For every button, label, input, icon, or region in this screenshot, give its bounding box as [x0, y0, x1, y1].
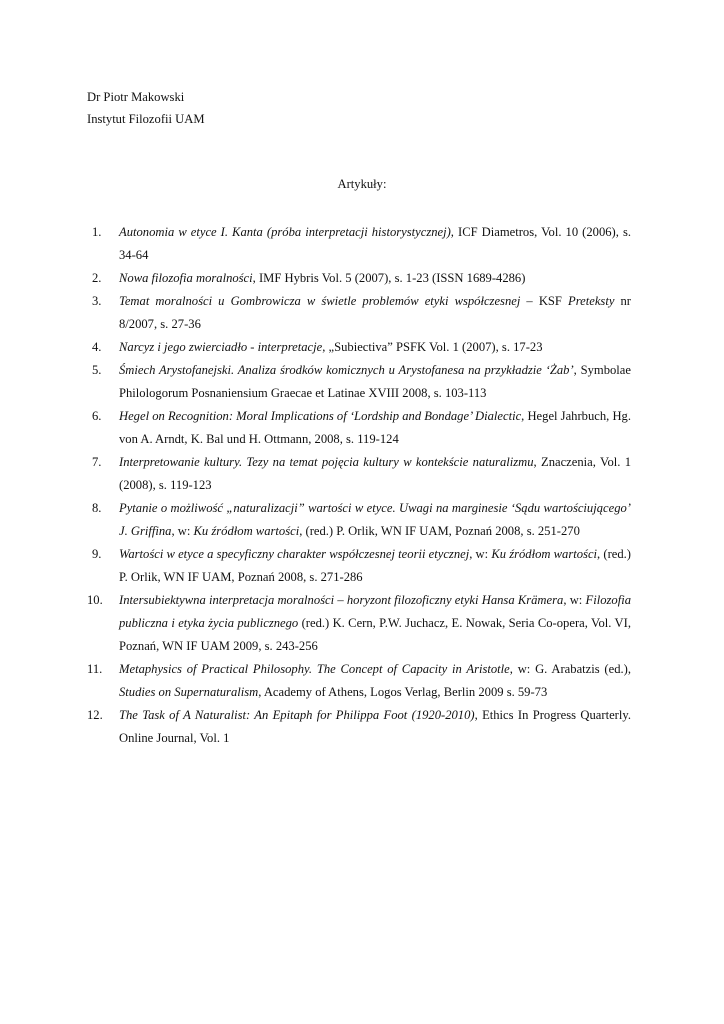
article-text: , Ethics In Progress Quarterly. Online Journal, Vol. 1	[119, 708, 631, 745]
article-list	[87, 221, 632, 750]
article-text: (red.) K. Cern, P.W. Juchacz, E. Nowak, Seria Co-opera, Vol. VI, Poznań, WN IF UAM 2009, s. 243-256	[119, 616, 631, 653]
article-text: , w:	[563, 593, 586, 607]
article-text: , w: G. Arabatzis (ed.),	[509, 662, 631, 676]
article-item	[92, 221, 631, 267]
article-text: , Symbolae Philologorum Posnaniensium Graecae et Latinae XVIII 2008, s. 103-113	[119, 363, 631, 400]
article-number: 5.	[92, 363, 102, 377]
article-title-italic: Autonomia w etyce I. Kanta (próba interpretacji historystycznej),	[119, 225, 454, 239]
article-title-italic: Metaphysics of Practical Philosophy. The Concept of Capacity in Aristotle	[119, 662, 510, 676]
article-text: , w:	[171, 524, 194, 538]
article-title-italic: Wartości w etyce a specyficzny charakter współczesnej teorii etycznej	[119, 547, 470, 561]
article-number: 7.	[92, 455, 102, 469]
article-text: , „Subiectiva” PSFK Vol. 1 (2007), s. 17-23	[322, 340, 543, 354]
article-text: nr 8/2007, s. 27-36	[119, 294, 632, 331]
article-number: 10.	[87, 593, 103, 607]
article-number: 2.	[92, 271, 102, 285]
article-title-italic: Narcyz i jego zwierciadło - interpretacje	[119, 340, 323, 354]
article-number: 8.	[92, 501, 102, 515]
author-name: Dr Piotr Makowski	[87, 90, 185, 104]
article-item	[92, 405, 631, 451]
article-number: 1.	[92, 225, 102, 239]
article-title-italic: Filozofia publiczna i etyka życia publicznego	[119, 593, 631, 630]
article-title-italic: Ku źródłom wartości	[193, 524, 300, 538]
article-item	[87, 704, 631, 750]
article-item	[92, 543, 631, 589]
article-number: 3.	[92, 294, 102, 308]
article-title-italic: Preteksty	[568, 294, 615, 308]
article-text: – KSF	[520, 294, 569, 308]
article-text: , IMF Hybris Vol. 5 (2007), s. 1-23 (ISSN 1689-4286)	[252, 271, 526, 285]
article-text: , Hegel Jahrbuch, Hg. von A. Arndt, K. Bal und H. Ottmann, 2008, s. 119-124	[119, 409, 631, 446]
article-item	[87, 589, 631, 658]
article-text: , (red.) P. Orlik, WN IF UAM, Poznań 2008, s. 251-270	[299, 524, 580, 538]
article-text: , (red.) P. Orlik, WN IF UAM, Poznań 2008, s. 271-286	[119, 547, 631, 584]
article-text: , Znaczenia, Vol. 1 (2008), s. 119-123	[119, 455, 631, 492]
article-title-italic: Intersubiektywna interpretacja moralności – horyzont filozoficzny etyki Hansa Krämera	[119, 593, 564, 607]
article-item	[92, 336, 631, 359]
article-title-italic: Hegel on Recognition: Moral Implications of ‘Lordship and Bondage’ Dialectic	[119, 409, 522, 423]
article-title-italic: Śmiech Arystofanejski. Analiza środków komicznych u Arystofanesa na przykładzie ‘Żab’	[119, 363, 574, 377]
article-item	[92, 290, 631, 336]
article-item	[92, 267, 631, 290]
article-title-italic: Ku źródłom wartości	[491, 547, 598, 561]
article-title-italic: Interpretowanie kultury. Tezy na temat pojęcia kultury w kontekście naturalizmu	[119, 455, 534, 469]
article-title-italic: Studies on Supernaturalism	[119, 685, 259, 699]
article-text: , Academy of Athens, Logos Verlag, Berlin 2009 s. 59-73	[258, 685, 548, 699]
article-title-italic: The Task of A Naturalist: An Epitaph for Philippa Foot (1920-2010)	[119, 708, 475, 722]
author-block	[87, 86, 205, 130]
article-text: , w:	[469, 547, 492, 561]
article-title-italic: Nowa filozofia moralności	[119, 271, 253, 285]
section-title: Artykuły:	[337, 177, 387, 191]
author-institute: Instytut Filozofii UAM	[87, 112, 205, 126]
article-item	[92, 451, 631, 497]
article-title-italic: Pytanie o możliwość „naturalizacji” wartości w etyce. Uwagi na marginesie ‘Sądu wartościującego’ J. Griffina	[119, 501, 631, 538]
article-number: 6.	[92, 409, 102, 423]
article-item	[87, 658, 631, 704]
article-title-italic: Temat moralności u Gombrowicza w świetle problemów etyki współczesnej	[119, 294, 521, 308]
article-number: 11.	[87, 662, 103, 676]
article-item	[92, 359, 631, 405]
article-text: ICF Diametros, Vol. 10 (2006), s. 34-64	[119, 225, 631, 262]
article-number: 4.	[92, 340, 102, 354]
article-item	[92, 497, 631, 543]
article-number: 9.	[92, 547, 102, 561]
article-number: 12.	[87, 708, 103, 722]
